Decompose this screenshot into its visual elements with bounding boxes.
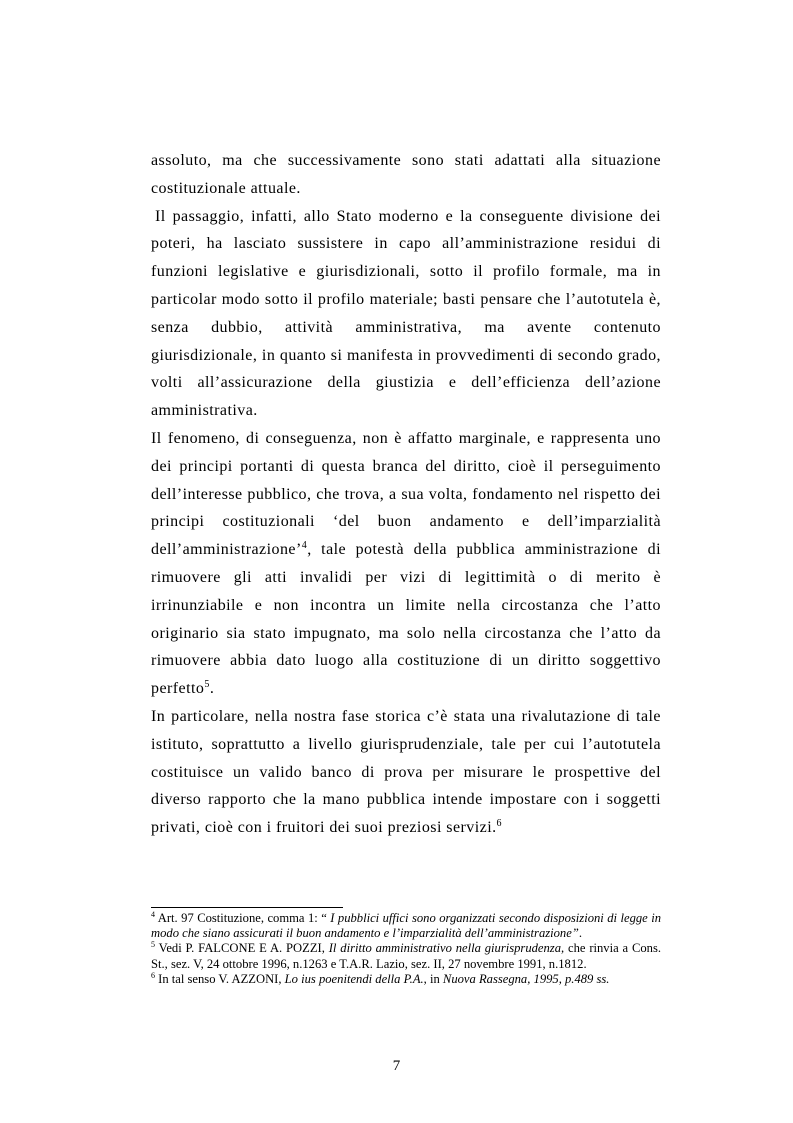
footnote-5-text-a: Vedi P. FALCONE E A. POZZI, [155, 941, 329, 956]
footnote-ref-6[interactable]: 6 [496, 818, 502, 830]
footnote-6-title: Lo ius poenitendi della P.A. [284, 971, 424, 986]
footnote-4-number: 4 [151, 910, 155, 919]
footnote-ref-5[interactable]: 5 [204, 679, 210, 691]
footnote-6-number: 6 [151, 970, 155, 980]
footnote-6-text-b: , in [423, 971, 443, 986]
footnote-4-text-a: Art. 97 Costituzione, comma 1: “ [155, 911, 331, 925]
paragraph-3 [151, 425, 661, 703]
paragraph-4 [151, 703, 661, 842]
footnote-6 [151, 972, 661, 987]
paragraph-2-text: Il passaggio, infatti, allo Stato moderno e la conseguente divisione dei poteri, ha lasciato sussistere in capo all’amministrazione residui di funzioni legislative e giurisdizionali, sotto il profilo formale, ma in particolar modo sotto il profilo materiale; basti pensare che l’autotutela è, senza dubbio, attività amministrativa, ma avente contenuto giurisdizionale, in quanto si manifesta in provvedimenti di secondo grado, volti all’assicurazione della giustizia e dell’efficienza dell’azione amministrativa. [151, 207, 661, 420]
paragraph-1 [151, 147, 661, 203]
footnote-5 [151, 941, 661, 971]
body-text [151, 147, 661, 842]
paragraph-3-text-a: Il fenomeno, di conseguenza, non è affatto marginale, e rappresenta uno dei principi portanti di questa branca del diritto, cioè il perseguimento dell’interesse pubblico, che trova, a sua volta, fondamento nel rispetto dei principi costituzionali ‘del buon andamento e dell’imparzialità dell’amministrazione’ [151, 429, 661, 559]
footnotes [151, 911, 661, 987]
footnote-4-quote: I pubblici uffici sono organizzati secondo disposizioni di legge in modo che siano assicurati il buon andamento e l’imparzialità dell’amministrazione” [151, 911, 661, 941]
page-number: 7 [392, 1058, 401, 1074]
paragraph-1-text: assoluto, ma che successivamente sono stati adattati alla situazione costituzionale attuale. [151, 152, 661, 197]
paragraph-2 [151, 203, 661, 425]
footnote-5-text-b: che rinvia a Cons. St., sez. V, 24 ottobre 1996, n.1263 e T.A.R. Lazio, sez. II, 27 novembre 1991, n.1812. [151, 941, 662, 971]
footnote-4-text-b: . [578, 926, 582, 941]
footnote-6-text-a: In tal senso V. AZZONI, [155, 971, 285, 986]
paragraph-3-text-b: , tale potestà della pubblica amministrazione di rimuovere gli atti invalidi per vizi di legittimità o di merito è irrinunziabile e non incontra un limite nella circostanza che l’atto originario sia stato impugnato, ma solo nella circostanza che l’atto da rimuovere abbia dato luogo alla costituzione di un diritto soggettivo perfetto [151, 541, 661, 698]
paragraph-3-text-c: . [209, 680, 215, 698]
footnote-6-source: Nuova Rassegna, 1995, p.489 ss. [442, 971, 610, 986]
footnote-5-number: 5 [151, 940, 155, 950]
footnote-5-title: Il diritto amministrativo nella giurisprudenza, [328, 941, 565, 956]
footnote-ref-4[interactable]: 4 [301, 540, 308, 552]
footnote-separator [151, 907, 343, 908]
footnote-4 [151, 911, 661, 941]
paragraph-4-text: In particolare, nella nostra fase storica c’è stata una rivalutazione di tale istituto, soprattutto a livello giurisprudenziale, tale per cui l’autotutela costituisce un valido banco di prova per misurare le prospettive del diverso rapporto che la mano pubblica intende impostare con i soggetti privati, cioè con i fruitori dei suoi preziosi servizi. [151, 707, 661, 837]
